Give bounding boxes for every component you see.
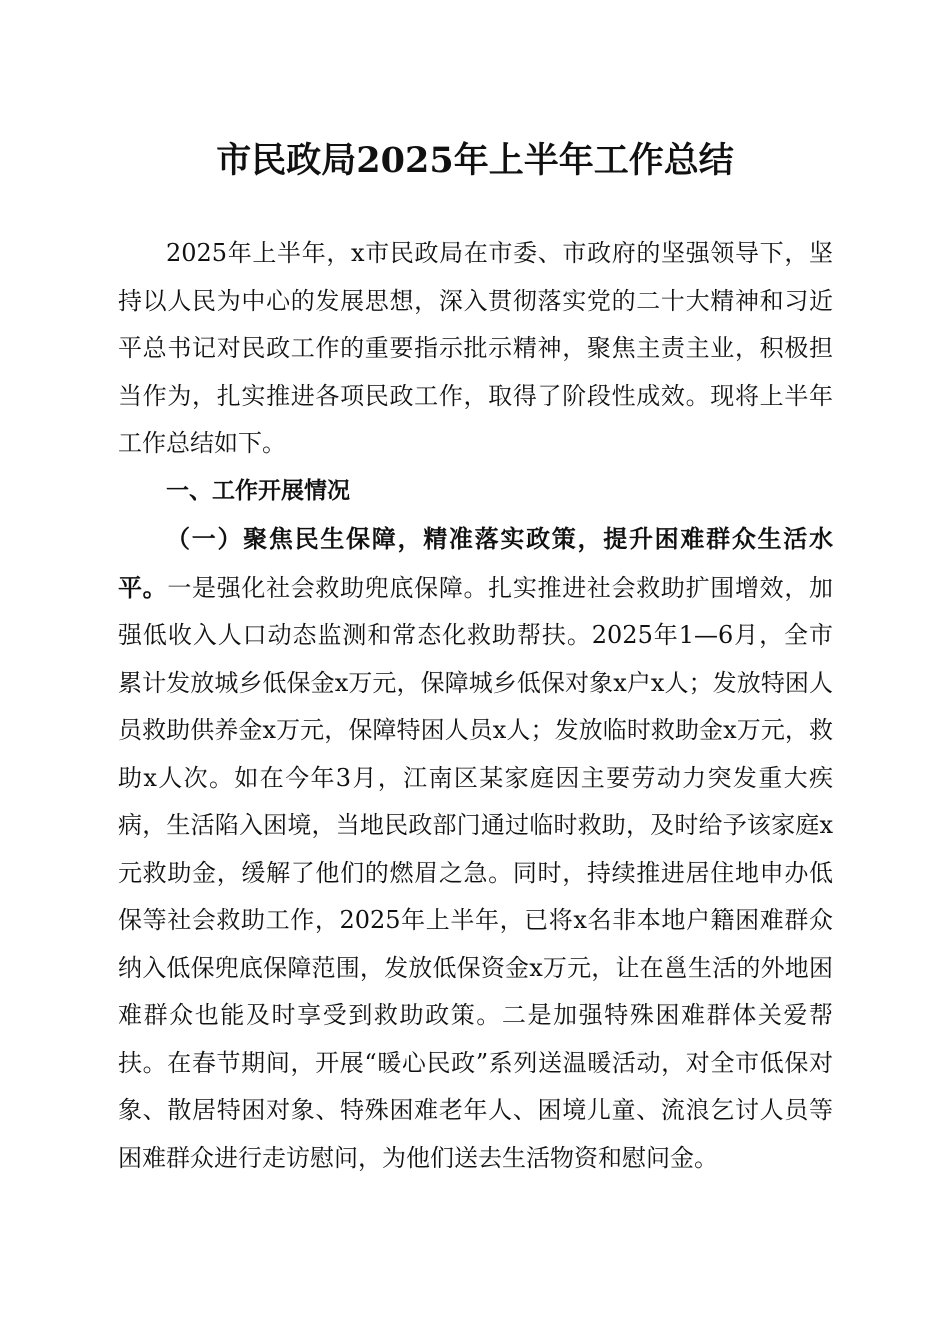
subsection-body: 一是强化社会救助兜底保障。扎实推进社会救助扩围增效，加强低收入人口动态监测和常态化救助帮扶。2025年1—6月，全市累计发放城乡低保金x万元，保障城乡低保对象x户x人；发放特困人员救助供养金x万元，保障特困人员x人；发放临时救助金x万元，救助x人次。如在今年3月，江南区某家庭因主要劳动力突发重大疾病，生活陷入困境，当地民政部门通过临时救助，及时给予该家庭x元救助金，缓解了他们的燃眉之急。同时，持续推进居住地申办低保等社会救助工作，2025年上半年，已将x名非本地户籍困难群众纳入低保兜底保障范围，发放低保资金x万元，让在邕生活的外地困难群众也能及时享受到救助政策。二是加强特殊困难群体关爱帮扶。在春节期间，开展“暖心民政”系列送温暖活动，对全市低保对象、散居特困对象、特殊困难老年人、困境儿童、流浪乞讨人员等困难群众进行走访慰问，为他们送去生活物资和慰问金。: [118, 573, 834, 1172]
document-title: 市民政局2025年上半年工作总结: [216, 140, 734, 181]
intro-paragraph: 2025年上半年，x市民政局在市委、市政府的坚强领导下，坚持以人民为中心的发展思想，深入贯彻落实党的二十大精神和习近平总书记对民政工作的重要指示批示精神，聚焦主责主业，积极担当作为，扎实推进各项民政工作，取得了阶段性成效。现将上半年工作总结如下。: [118, 239, 833, 457]
subsection-heading: （一）聚焦民生保障，精准落实政策，提升困难群众生活水平。: [118, 524, 833, 602]
document-body: [118, 230, 833, 1182]
section-heading-work-progress: 一、工作开展情况: [166, 477, 350, 504]
subsection-paragraph: [118, 515, 833, 1182]
